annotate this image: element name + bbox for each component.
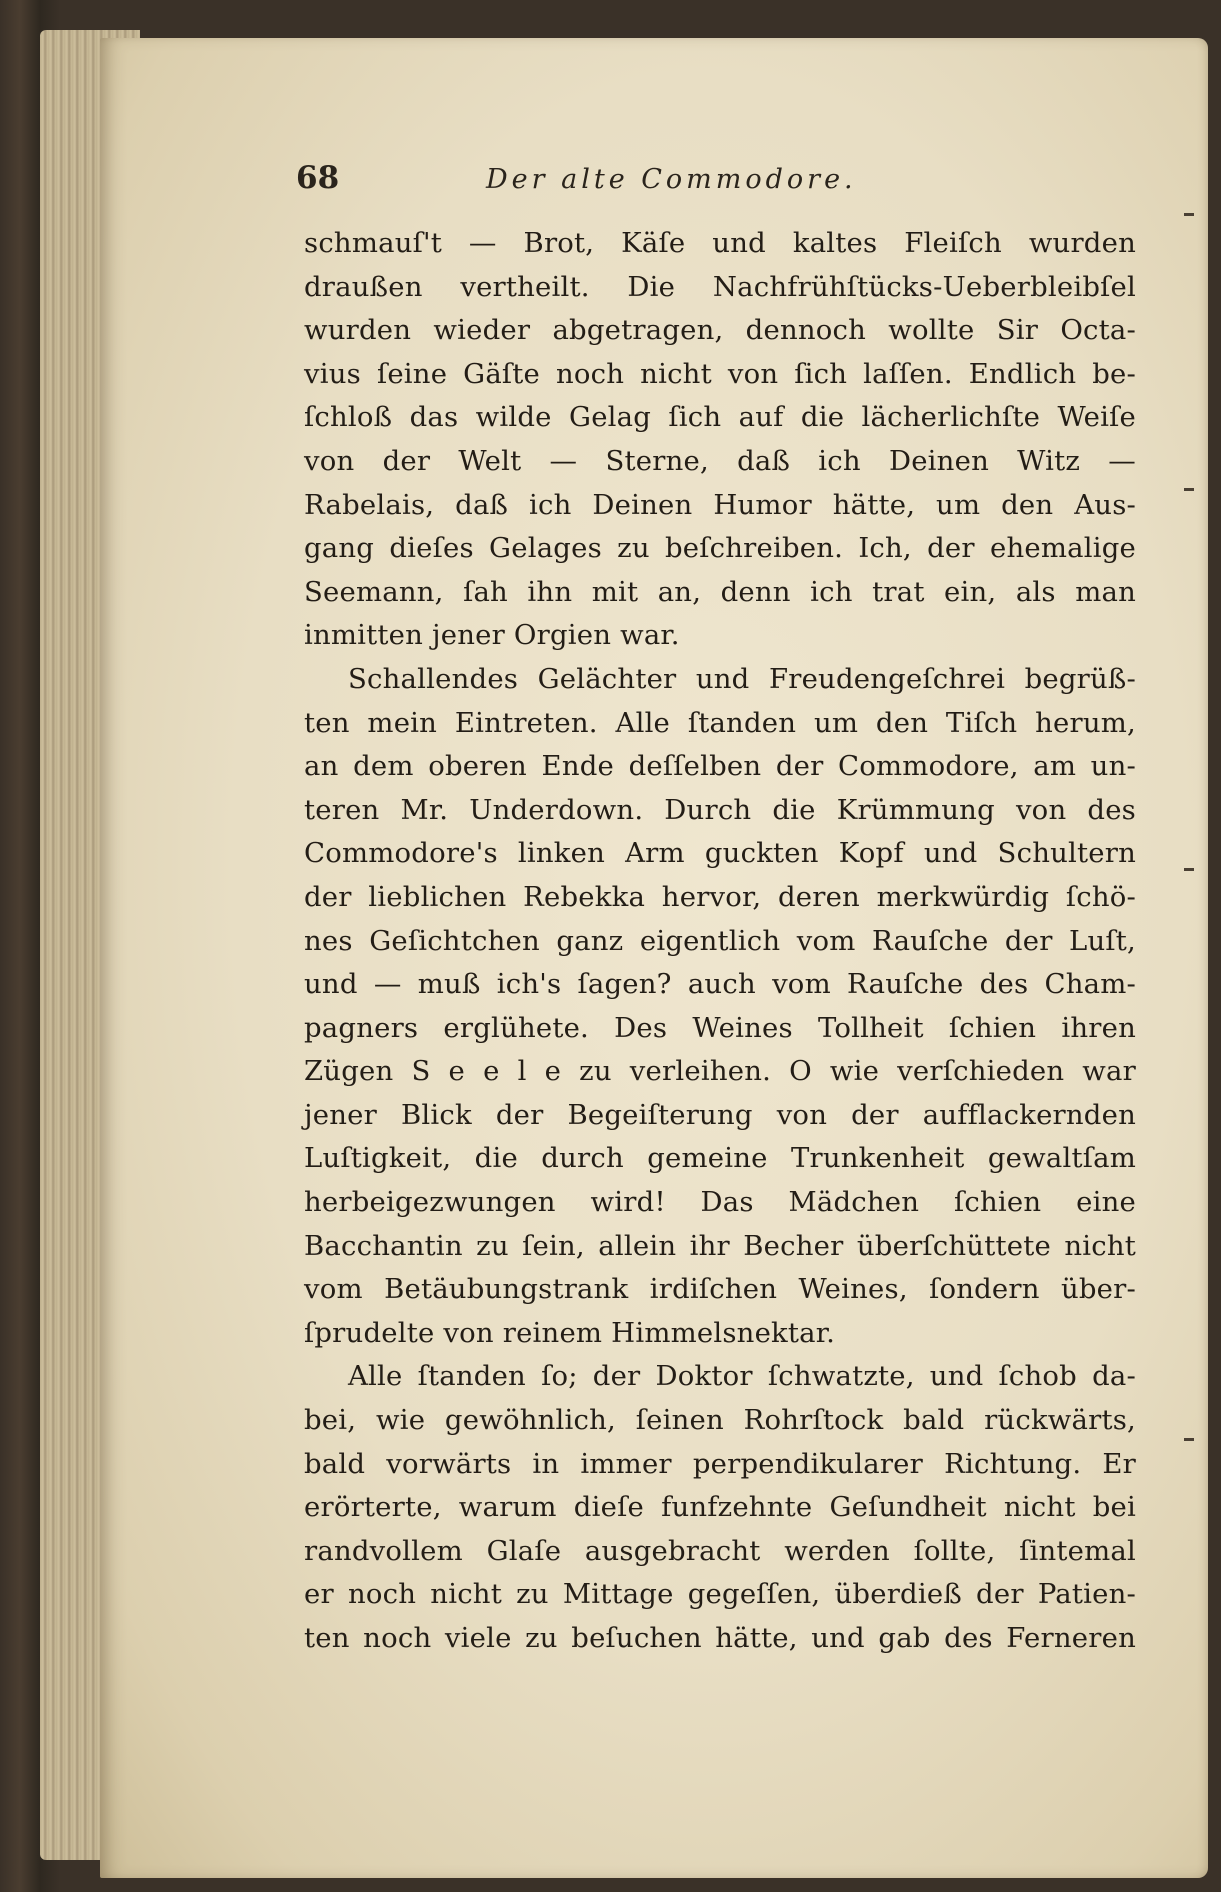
- margin-mark: [1184, 1438, 1194, 1441]
- text-line: erörterte, warum dieſe funfzehnte Geſundheit nicht bei: [304, 1491, 1136, 1524]
- text-line: von der Welt — Sterne, daß ich Deinen Witz —: [304, 444, 1136, 477]
- page-number: 68: [296, 160, 340, 196]
- text-line: pagners erglühete. Des Weines Tollheit ſchien ihren: [304, 1011, 1136, 1044]
- text-line: herbeigezwungen wird! Das Mädchen ſchien eine: [304, 1186, 1136, 1219]
- text-line: ſchloß das wilde Gelag ſich auf die lächerlichſte Weiſe: [304, 401, 1136, 434]
- text-line: teren Mr. Underdown. Durch die Krümmung von des: [304, 793, 1136, 826]
- text-line: Alle ſtanden ſo; der Doktor ſchwatzte, und ſchob da-: [348, 1360, 1136, 1393]
- text-line: Rabelais, daß ich Deinen Humor hätte, um den Aus-: [304, 488, 1136, 521]
- text-line: Bacchantin zu ſein, allein ihr Becher überſchüttete nicht: [304, 1229, 1136, 1262]
- text-line: Schallendes Gelächter und Freudengeſchrei begrüß-: [348, 662, 1136, 695]
- margin-mark: [1184, 213, 1194, 216]
- page-header: [296, 158, 1136, 208]
- text-line: ſprudelte von reinem Himmelsnektar.: [304, 1316, 836, 1349]
- text-line: bei, wie gewöhnlich, ſeinen Rohrſtock bald rückwärts,: [304, 1404, 1136, 1437]
- text-line: Commodore's linken Arm guckten Kopf und Schultern: [304, 837, 1136, 870]
- text-line: ten mein Eintreten. Alle ſtanden um den Tiſch herum,: [304, 706, 1136, 739]
- body-text: [304, 222, 1136, 1661]
- text-line: nes Geſichtchen ganz eigentlich vom Rauſche der Luſt,: [304, 924, 1136, 957]
- text-line: schmauſ't — Brot, Käſe und kaltes Fleiſch wurden: [304, 227, 1136, 259]
- text-line: draußen vertheilt. Die Nachfrühſtücks-Ueberbleibſel: [304, 270, 1136, 303]
- text-line: und — muß ich's ſagen? auch vom Rauſche des Cham-: [304, 968, 1136, 1001]
- text-line: ten noch viele zu beſuchen hätte, und gab des Ferneren: [304, 1622, 1136, 1654]
- text-line: vius ſeine Gäſte noch nicht von ſich laſſen. Endlich be-: [304, 357, 1136, 390]
- text-line: an dem oberen Ende deſſelben der Commodore, am un-: [304, 750, 1136, 783]
- margin-mark: [1184, 488, 1194, 491]
- text-line: bald vorwärts in immer perpendikularer Richtung. Er: [304, 1447, 1136, 1480]
- text-line: Seemann, ſah ihn mit an, denn ich trat ein, als man: [304, 575, 1136, 608]
- text-line: gang dieſes Gelages zu beſchreiben. Ich, der ehemalige: [304, 532, 1136, 565]
- text-line: vom Betäubungstrank irdiſchen Weines, ſondern über-: [304, 1273, 1136, 1306]
- margin-mark: [1184, 868, 1194, 871]
- text-line: Luſtigkeit, die durch gemeine Trunkenheit gewaltſam: [304, 1142, 1136, 1175]
- text-line: der lieblichen Rebekka hervor, deren merkwürdig ſchö-: [304, 880, 1136, 913]
- running-head: Der alte Commodore.: [486, 164, 857, 195]
- text-line: randvollem Glaſe ausgebracht werden ſollte, ſintemal: [304, 1534, 1136, 1567]
- text-line: inmitten jener Orgien war.: [304, 619, 680, 652]
- text-line: jener Blick der Begeiſterung von der aufflackernden: [304, 1098, 1136, 1131]
- text-line: Zügen S e e l e zu verleihen. O wie verſchieden war: [304, 1055, 1136, 1088]
- text-line: er noch nicht zu Mittage gegeſſen, überdieß der Patien-: [304, 1578, 1136, 1611]
- text-line: wurden wieder abgetragen, dennoch wollte Sir Octa-: [304, 314, 1136, 347]
